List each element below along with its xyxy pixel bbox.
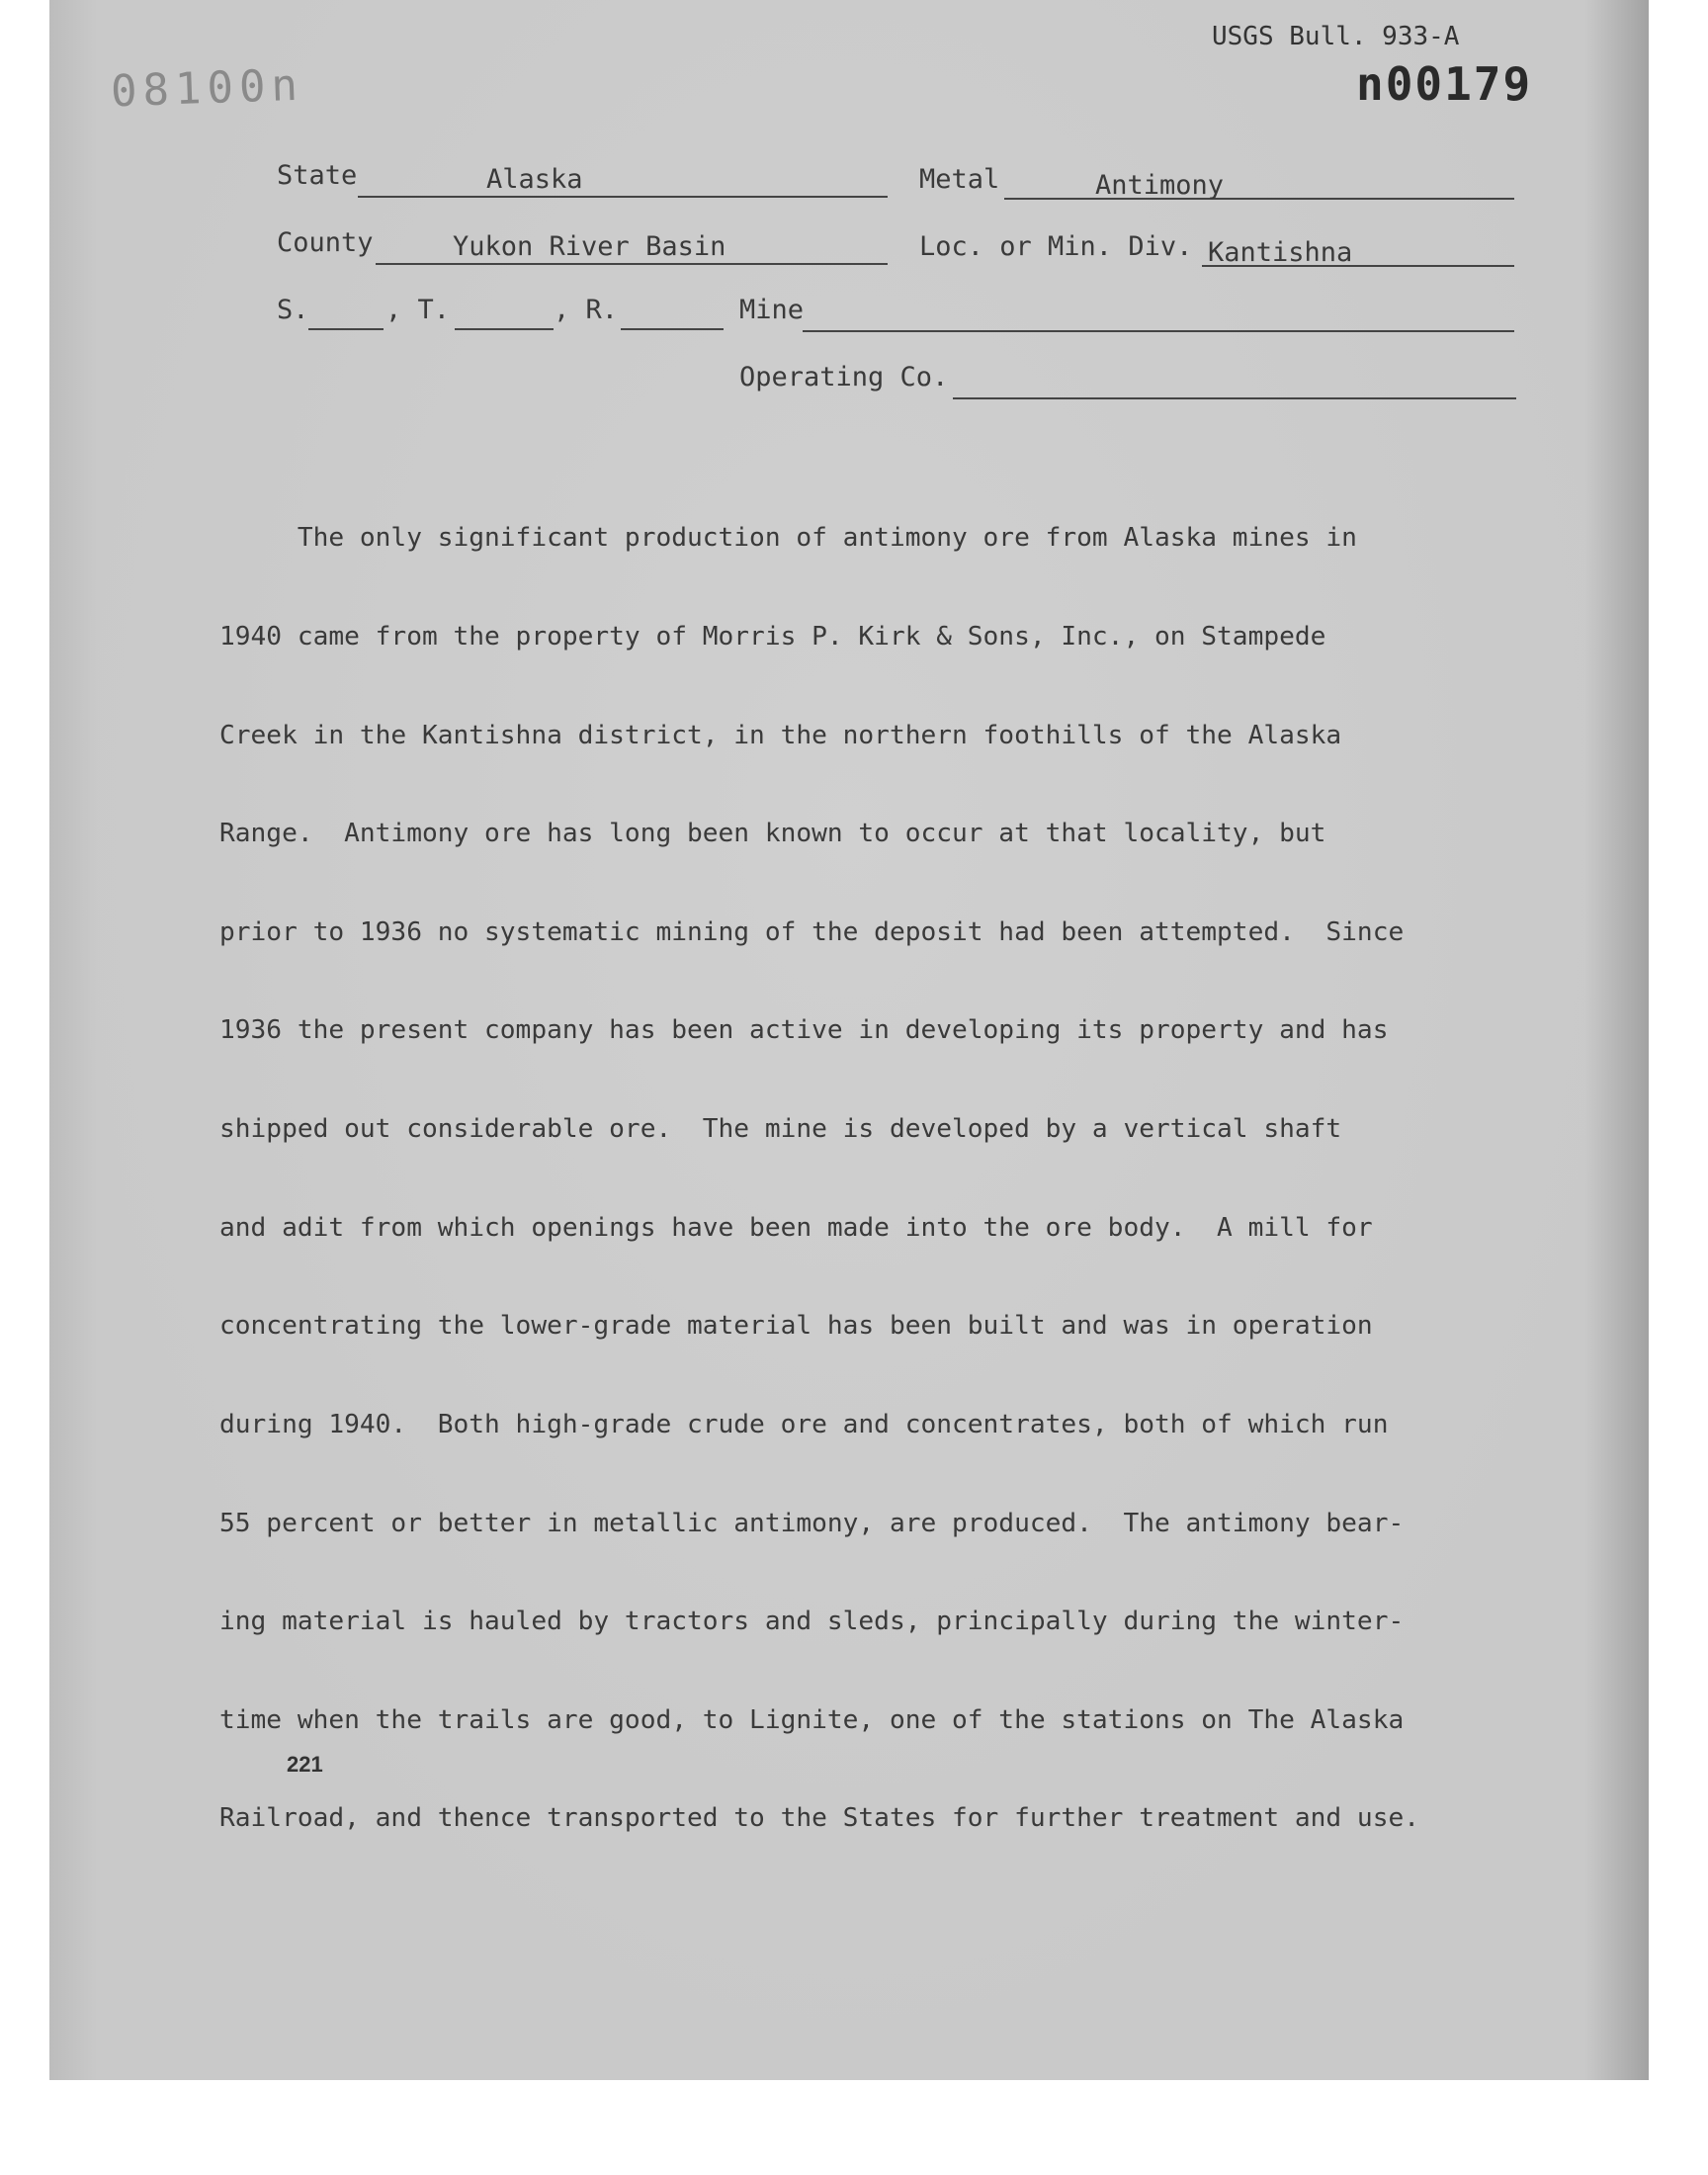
loc-min-div-label: Loc. or Min. Div.	[919, 231, 1193, 262]
body-line: 1940 came from the property of Morris P. Kirk & Sons, Inc., on Stampede	[219, 622, 1326, 652]
range-line	[621, 328, 724, 330]
county-value: Yukon River Basin	[453, 231, 726, 262]
body-paragraph	[219, 457, 1544, 1901]
operating-co-label: Operating Co.	[739, 362, 949, 392]
township-line	[455, 328, 554, 330]
body-line: concentrating the lower-grade material has been built and was in operation	[219, 1311, 1373, 1342]
body-line: 55 percent or better in metallic antimony, are produced. The antimony bear-	[219, 1508, 1405, 1538]
body-line: ing material is hauled by tractors and sleds, principally during the winter-	[219, 1607, 1405, 1637]
mine-label: Mine	[739, 295, 805, 325]
body-line: 1936 the present company has been active in developing its property and has	[219, 1015, 1389, 1046]
state-value: Alaska	[486, 164, 583, 195]
body-line: Creek in the Kantishna district, in the northern foothills of the Alaska	[219, 720, 1342, 750]
metal-value: Antimony	[1095, 170, 1225, 201]
range-label: , R.	[554, 295, 619, 325]
body-line: Range. Antimony ore has long been known to occur at that locality, but	[219, 819, 1326, 849]
state-line	[358, 196, 888, 198]
document-page	[49, 0, 1649, 2080]
body-line: time when the trails are good, to Lignite, one of the stations on The Alaska	[219, 1704, 1405, 1735]
record-number-stamp: n00179	[1356, 57, 1533, 111]
state-label: State	[277, 160, 358, 191]
body-line: and adit from which openings have been made into the ore body. A mill for	[219, 1212, 1373, 1243]
faint-stamp-number: 08100n	[110, 59, 304, 118]
section-label: S.	[277, 295, 309, 325]
loc-min-div-value: Kantishna	[1208, 237, 1353, 268]
body-line: Railroad, and thence transported to the States for further treatment and use.	[219, 1803, 1419, 1834]
bulletin-reference: USGS Bull. 933-A	[1212, 22, 1460, 51]
body-line: during 1940. Both high-grade crude ore and concentrates, both of which run	[219, 1409, 1389, 1439]
section-line	[308, 328, 384, 330]
operating-co-line	[953, 397, 1516, 399]
body-line: shipped out considerable ore. The mine is developed by a vertical shaft	[219, 1114, 1342, 1145]
body-line: The only significant production of antimony ore from Alaska mines in	[219, 523, 1357, 554]
page-number: 221	[287, 1752, 323, 1777]
county-label: County	[277, 227, 374, 258]
metal-label: Metal	[919, 164, 1000, 195]
county-line	[376, 263, 888, 265]
township-label: , T.	[385, 295, 451, 325]
mine-line	[803, 330, 1514, 332]
metal-line	[1004, 198, 1514, 200]
body-line: prior to 1936 no systematic mining of the deposit had been attempted. Since	[219, 916, 1405, 947]
